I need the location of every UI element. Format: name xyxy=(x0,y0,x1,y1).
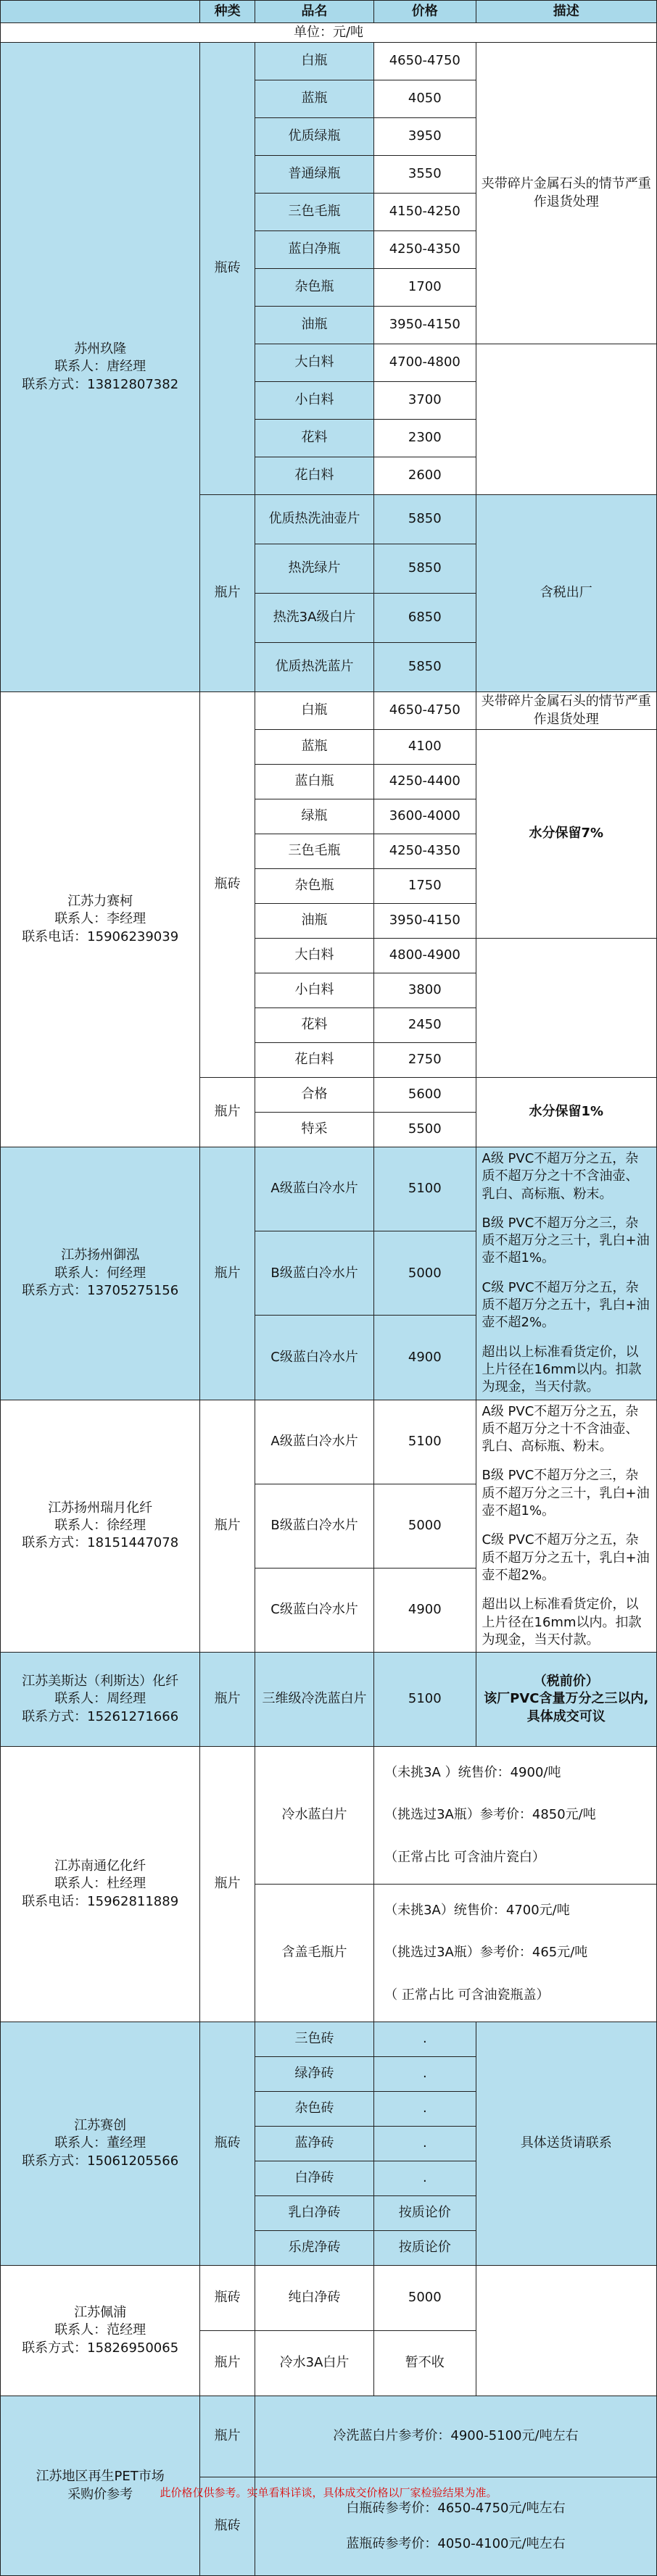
product-name: 蓝瓶 xyxy=(255,80,373,118)
product-price: 3950 xyxy=(374,118,476,156)
company-cell xyxy=(1,692,200,1147)
note-line: A级 PVC不超万分之五，杂质不超万分之十不含油壶、乳白、高标瓶、粉末。 xyxy=(482,1403,639,1455)
product-name: 绿瓶 xyxy=(255,799,373,834)
product-name: 含盖毛瓶片 xyxy=(255,1885,373,2022)
table-row xyxy=(1,2396,657,2477)
product-name: 三色毛瓶 xyxy=(255,194,373,231)
product-price: 5000 xyxy=(374,1484,476,1568)
product-name: 三色毛瓶 xyxy=(255,834,373,869)
product-name: 纯白净砖 xyxy=(255,2266,373,2331)
reference-line: 白瓶砖参考价：4650-4750元/吨左右 xyxy=(346,2501,566,2517)
desc-cell: 具体送货请联系 xyxy=(476,2022,657,2266)
product-name: 三色砖 xyxy=(255,2022,373,2057)
product-name: 乳白净砖 xyxy=(255,2196,373,2231)
category-cell: 瓶片 xyxy=(200,2396,255,2477)
note-line: C级 PVC不超万分之五，杂质不超万分之五十，乳白+油壶不超2%。 xyxy=(482,1279,650,1331)
moisture-note: 水分保留7% xyxy=(476,730,657,939)
desc-cell: 夹带碎片金属石头的情节严重作退货处理 xyxy=(476,43,657,344)
disclaimer: 此价格仅供参考。实单看料详谈，具体成交价格以厂家检验结果为准。 xyxy=(160,2486,497,2499)
product-price: . xyxy=(374,2057,476,2092)
table-row xyxy=(1,1747,657,1885)
table-row xyxy=(1,1147,657,1231)
product-name: 花料 xyxy=(255,1008,373,1043)
company-phone: 联系方式：15826950065 xyxy=(22,2340,179,2356)
company-cell xyxy=(1,1400,200,1653)
product-price: 按质论价 xyxy=(374,2196,476,2231)
product-price: 4800-4900 xyxy=(374,939,476,973)
product-price: 3700 xyxy=(374,382,476,420)
product-price: 3950-4150 xyxy=(374,307,476,344)
header-product: 品名 xyxy=(255,1,373,23)
product-price: 4700-4800 xyxy=(374,344,476,382)
product-price: 2300 xyxy=(374,420,476,457)
product-name: 白瓶 xyxy=(255,692,373,730)
desc-cell: 含税出厂 xyxy=(476,495,657,692)
company-name: 江苏赛创 xyxy=(74,2118,127,2134)
company-phone: 联系方式：13705275156 xyxy=(22,1282,179,1298)
note-line: B级 PVC不超万分之三，杂质不超万分之三十，乳白+油壶不超1%。 xyxy=(482,1468,650,1519)
product-price: 4900 xyxy=(374,1316,476,1400)
product-name: 冷水3A白片 xyxy=(255,2331,373,2396)
company-phone: 联系电话：15962811889 xyxy=(22,1893,179,1909)
company-contact: 联系人：李经理 xyxy=(54,911,146,927)
product-name: C级蓝白冷水片 xyxy=(255,1568,373,1652)
category-cell: 瓶片 xyxy=(200,1078,255,1147)
note-line: C级 PVC不超万分之五，杂质不超万分之五十，乳白+油壶不超2%。 xyxy=(482,1532,650,1583)
company-contact: 联系人：杜经理 xyxy=(54,1876,146,1892)
company-contact: 联系人：何经理 xyxy=(54,1265,146,1281)
note-line: 超出以上标准看货定价，以上片径在16mm以内。扣款为现金，当天付款。 xyxy=(482,1597,642,1648)
header-company xyxy=(1,1,200,23)
price-line: （挑选过3A瓶）参考价：4850元/吨 xyxy=(384,1807,596,1823)
category-cell: 瓶片 xyxy=(200,1147,255,1400)
product-name: 普通绿瓶 xyxy=(255,156,373,194)
product-price: 3800 xyxy=(374,973,476,1008)
product-price: 2600 xyxy=(374,457,476,495)
note-line: 超出以上标准看货定价，以上片径在16mm以内。扣款为现金，当天付款。 xyxy=(482,1344,642,1395)
table-row xyxy=(1,2266,657,2331)
company-contact: 联系人：周经理 xyxy=(54,1691,146,1707)
product-name: 合格 xyxy=(255,1078,373,1113)
product-name: 白净砖 xyxy=(255,2161,373,2196)
product-name: 优质热洗油壶片 xyxy=(255,495,373,544)
product-name: 热洗绿片 xyxy=(255,544,373,594)
product-price: 3600-4000 xyxy=(374,799,476,834)
product-price: 5850 xyxy=(374,495,476,544)
product-name: 杂色砖 xyxy=(255,2092,373,2127)
reference-line: 蓝瓶砖参考价：4050-4100元/吨左右 xyxy=(346,2535,566,2551)
product-name: 油瓶 xyxy=(255,904,373,939)
company-contact: 联系人：范经理 xyxy=(54,2322,146,2338)
category-cell: 瓶片 xyxy=(200,1653,255,1747)
product-name: 绿净砖 xyxy=(255,2057,373,2092)
product-name: 蓝白净瓶 xyxy=(255,231,373,269)
product-name: 乐虎净砖 xyxy=(255,2231,373,2266)
product-price: 3950-4150 xyxy=(374,904,476,939)
product-price: . xyxy=(374,2092,476,2127)
product-name: 花白料 xyxy=(255,1043,373,1078)
unit-row xyxy=(1,23,657,43)
product-price: 1700 xyxy=(374,269,476,307)
product-price: 5100 xyxy=(374,1400,476,1484)
product-name: 小白料 xyxy=(255,973,373,1008)
price-line: （未挑3A ）统售价：4900/吨 xyxy=(384,1765,561,1781)
product-name: A级蓝白冷水片 xyxy=(255,1147,373,1231)
product-price: 5100 xyxy=(374,1147,476,1231)
product-name: B级蓝白冷水片 xyxy=(255,1231,373,1316)
product-price: 4650-4750 xyxy=(374,43,476,80)
company-name: 江苏地区再生PET市场 xyxy=(36,2469,165,2485)
product-price: 5600 xyxy=(374,1078,476,1113)
reference-price: 冷洗蓝白片参考价：4900-5100元/吨左右 xyxy=(255,2396,656,2477)
product-price: . xyxy=(374,2022,476,2057)
note-line: A级 PVC不超万分之五，杂质不超万分之十不含油壶、乳白、高标瓶、粉末。 xyxy=(482,1151,639,1202)
product-name: 蓝瓶 xyxy=(255,730,373,765)
desc-line: 具体成交可议 xyxy=(526,1708,606,1724)
company-contact: 联系人：徐经理 xyxy=(54,1518,146,1534)
product-name: 蓝净砖 xyxy=(255,2127,373,2161)
product-name: 特采 xyxy=(255,1113,373,1147)
product-name: 冷水蓝白片 xyxy=(255,1747,373,1885)
price-block xyxy=(374,1747,657,1885)
product-name: 大白料 xyxy=(255,344,373,382)
product-price: 4250-4350 xyxy=(374,834,476,869)
desc-cell xyxy=(476,1653,657,1747)
product-price: 4150-4250 xyxy=(374,194,476,231)
category-cell: 瓶片 xyxy=(200,1400,255,1653)
product-price: 2750 xyxy=(374,1043,476,1078)
desc-cell-empty xyxy=(476,344,657,495)
company-name: 江苏佩浦 xyxy=(74,2305,127,2321)
product-price: 5850 xyxy=(374,544,476,594)
company-phone: 联系方式：13812807382 xyxy=(22,376,179,392)
desc-line: 该厂PVC含量万分之三以内, xyxy=(484,1691,649,1707)
grade-notes xyxy=(476,1400,657,1653)
table-row xyxy=(1,1400,657,1484)
product-name: 花料 xyxy=(255,420,373,457)
company-name: 苏州玖隆 xyxy=(74,341,127,357)
company-cell xyxy=(1,43,200,692)
product-name: B级蓝白冷水片 xyxy=(255,1484,373,1568)
desc-line: （税前价） xyxy=(533,1674,599,1690)
product-name: 热洗3A级白片 xyxy=(255,594,373,643)
company-name: 江苏力赛柯 xyxy=(67,894,133,910)
product-price: 4100 xyxy=(374,730,476,765)
product-name: 杂色瓶 xyxy=(255,269,373,307)
product-price: 5500 xyxy=(374,1113,476,1147)
product-name: 优质热洗蓝片 xyxy=(255,643,373,692)
product-price: 4650-4750 xyxy=(374,692,476,730)
price-line: （挑选过3A瓶）参考价：465元/吨 xyxy=(384,1945,588,1961)
company-phone: 联系方式：15061205566 xyxy=(22,2153,179,2169)
desc-cell-empty xyxy=(476,939,657,1078)
company-name: 江苏扬州御泓 xyxy=(61,1247,140,1263)
grade-notes xyxy=(476,1147,657,1400)
desc-cell: 夹带碎片金属石头的情节严重作退货处理 xyxy=(476,692,657,730)
table-row xyxy=(1,1653,657,1747)
product-price: . xyxy=(374,2127,476,2161)
company-cell xyxy=(1,2266,200,2396)
company-phone: 联系方式：15261271666 xyxy=(22,1708,179,1724)
company-contact: 联系人：董经理 xyxy=(54,2135,146,2151)
note-line: B级 PVC不超万分之三，杂质不超万分之三十，乳白+油壶不超1%。 xyxy=(482,1215,650,1266)
product-name: 优质绿瓶 xyxy=(255,118,373,156)
company-contact: 联系人：唐经理 xyxy=(54,359,146,375)
category-cell: 瓶砖 xyxy=(200,2266,255,2331)
product-name: 杂色瓶 xyxy=(255,869,373,904)
product-name: 小白料 xyxy=(255,382,373,420)
company-phone: 联系方式：18151447078 xyxy=(22,1535,179,1551)
product-price: 4250-4400 xyxy=(374,765,476,799)
product-price: 5100 xyxy=(374,1653,476,1747)
category-cell: 瓶片 xyxy=(200,2331,255,2396)
category-cell: 瓶砖 xyxy=(200,692,255,1078)
product-name: 白瓶 xyxy=(255,43,373,80)
product-name: 大白料 xyxy=(255,939,373,973)
company-cell xyxy=(1,1747,200,2022)
product-price: 暂不收 xyxy=(374,2331,476,2396)
company-name: 江苏南通亿化纤 xyxy=(54,1858,146,1874)
product-name: 花白料 xyxy=(255,457,373,495)
category-cell: 瓶片 xyxy=(200,1747,255,2022)
product-price: 3550 xyxy=(374,156,476,194)
product-price: 2450 xyxy=(374,1008,476,1043)
price-line: （未挑3A）统售价：4700元/吨 xyxy=(384,1903,570,1919)
product-name: 蓝白瓶 xyxy=(255,765,373,799)
moisture-note: 水分保留1% xyxy=(476,1078,657,1147)
product-price: . xyxy=(374,2161,476,2196)
company-cell xyxy=(1,1147,200,1400)
table-row xyxy=(1,43,657,80)
product-price: 4050 xyxy=(374,80,476,118)
product-name: C级蓝白冷水片 xyxy=(255,1316,373,1400)
product-price: 6850 xyxy=(374,594,476,643)
header-desc: 描述 xyxy=(476,1,657,23)
category-cell: 瓶砖 xyxy=(200,2022,255,2266)
table-row xyxy=(1,2022,657,2057)
company-name: 江苏扬州瑞月化纤 xyxy=(48,1500,153,1516)
product-price: 5000 xyxy=(374,2266,476,2331)
product-price: 5000 xyxy=(374,1231,476,1316)
price-line: （正常占比 可含油片瓷白） xyxy=(384,1849,545,1865)
header-price: 价格 xyxy=(374,1,476,23)
price-line: （ 正常占比 可含油瓷瓶盖） xyxy=(384,1987,550,2003)
product-price: 1750 xyxy=(374,869,476,904)
product-price: 5850 xyxy=(374,643,476,692)
product-name: A级蓝白冷水片 xyxy=(255,1400,373,1484)
product-price: 按质论价 xyxy=(374,2231,476,2266)
company-cell xyxy=(1,1653,200,1747)
desc-cell-empty xyxy=(476,2266,657,2396)
category-cell: 瓶砖 xyxy=(200,43,255,495)
price-block xyxy=(374,1885,657,2022)
header-category: 种类 xyxy=(200,1,255,23)
company-cell xyxy=(1,2022,200,2266)
header-row xyxy=(1,1,657,23)
product-price: 4250-4350 xyxy=(374,231,476,269)
product-price: 4900 xyxy=(374,1568,476,1652)
company-phone: 联系电话：15906239039 xyxy=(22,928,179,944)
company-name: 江苏美斯达（利斯达）化纤 xyxy=(22,1674,179,1690)
product-name: 三维级冷洗蓝白片 xyxy=(255,1653,373,1747)
table-row xyxy=(1,692,657,730)
product-name: 油瓶 xyxy=(255,307,373,344)
company-contact: 采购价参考 xyxy=(67,2486,133,2502)
category-cell: 瓶砖 xyxy=(200,2477,255,2576)
unit-label: 单位：元/吨 xyxy=(1,23,657,43)
category-cell: 瓶片 xyxy=(200,495,255,692)
